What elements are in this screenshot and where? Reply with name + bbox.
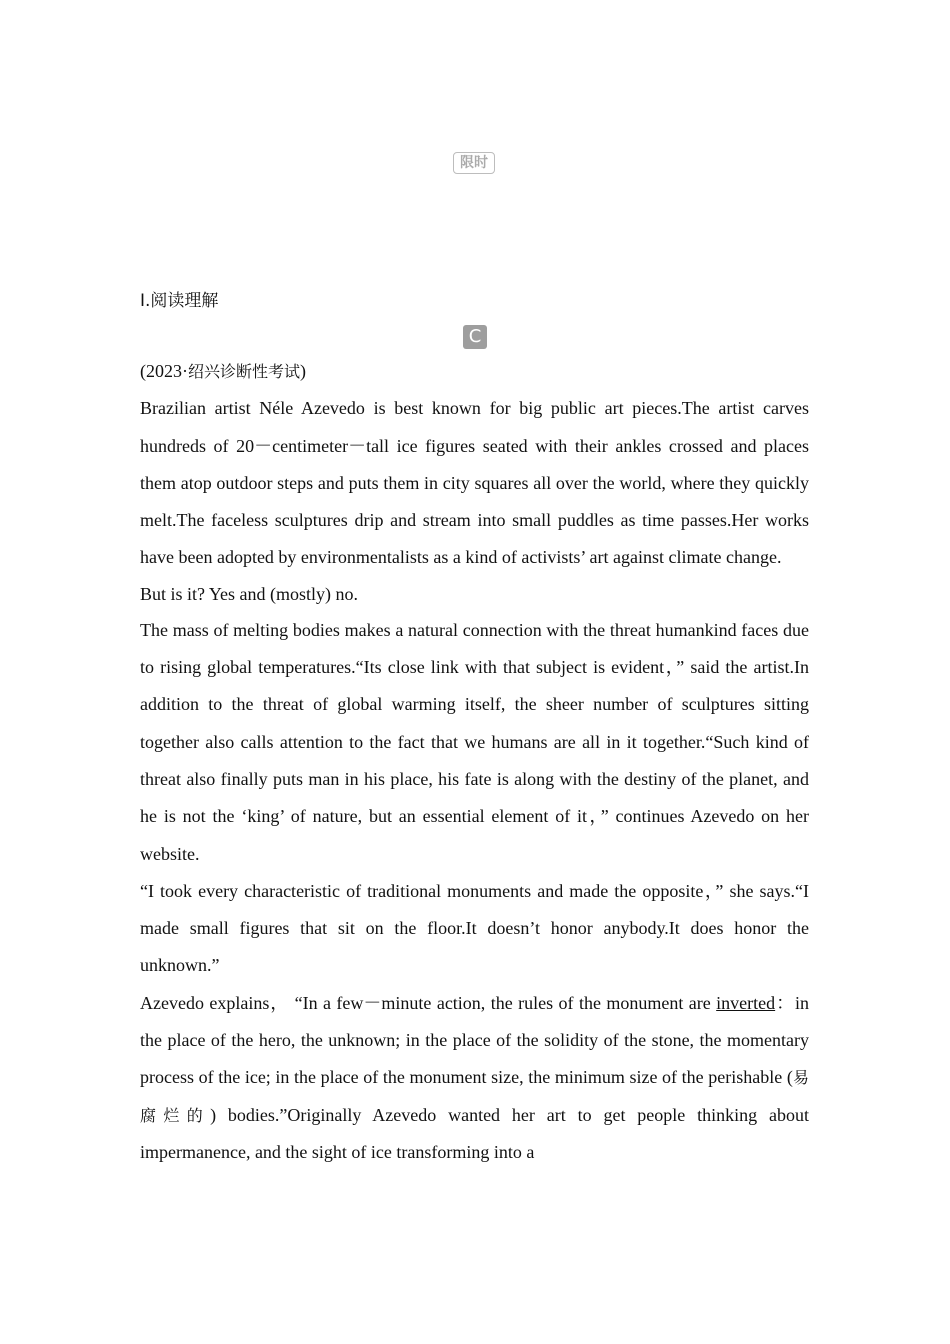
passage-label-badge: C — [463, 325, 487, 349]
paragraph-4: “I took every characteristic of traditional monuments and made the opposite，” she says.“I made small figures that sit on the floor.It doesn’t honor anybody.It does honor the unknown.” — [140, 880, 809, 976]
paragraph-5 — [140, 985, 809, 1171]
p5-cn-gloss: 易腐烂的 — [140, 1068, 809, 1125]
p5-part-b: ：in the place of the hero, the unknown; in the place of the solidity of the stone, the momentary process of the ice; in the place of the monument size, the minimum size of the perishable ( — [140, 992, 809, 1088]
time-limit-badge: 限时 — [453, 152, 495, 174]
p5-part-a: Azevedo explains， “In a few－minute action, the rules of the monument are — [140, 992, 717, 1013]
underlined-word: inverted — [716, 992, 776, 1013]
p5-part-c: ) bodies.”Originally Azevedo wanted her art to get people thinking about impermanence, and the sight of ice transforming into a — [140, 1104, 809, 1162]
section-heading: Ⅰ.阅读理解 — [140, 291, 219, 311]
source-cn: 绍兴诊断性考试 — [188, 362, 301, 381]
paragraph-2: But is it? Yes and (mostly) no. — [140, 583, 359, 604]
paragraph-3: The mass of melting bodies makes a natural connection with the threat humankind faces due to rising global temperatures.“Its close link with that subject is evident，” said the artist.In addition to the threat of global warming itself, the sheer number of sculptures sitting together also calls attention to the fact that we humans are all in it together.“Such kind of threat also finally puts man in his place, his fate is along with the destiny of the planet, and he is not the ‘king’ of nature, but an essential element of it，” continues Azevedo on her website. — [140, 619, 809, 864]
passage-source — [140, 353, 809, 390]
source-prefix: (2023· — [140, 361, 188, 381]
source-suffix: ) — [300, 361, 307, 381]
passage-content — [140, 353, 809, 1171]
paragraph-1: Brazilian artist Néle Azevedo is best known for big public art pieces.The artist carves hundreds of 20－centimeter－tall ice figures seated with their ankles crossed and places them atop outdoor steps and puts them in city squares all over the world, where they quickly melt.The faceless sculptures drip and stream into small puddles as time passes.Her works have been adopted by environmentalists as a kind of activists’ art against climate change. — [140, 398, 809, 568]
